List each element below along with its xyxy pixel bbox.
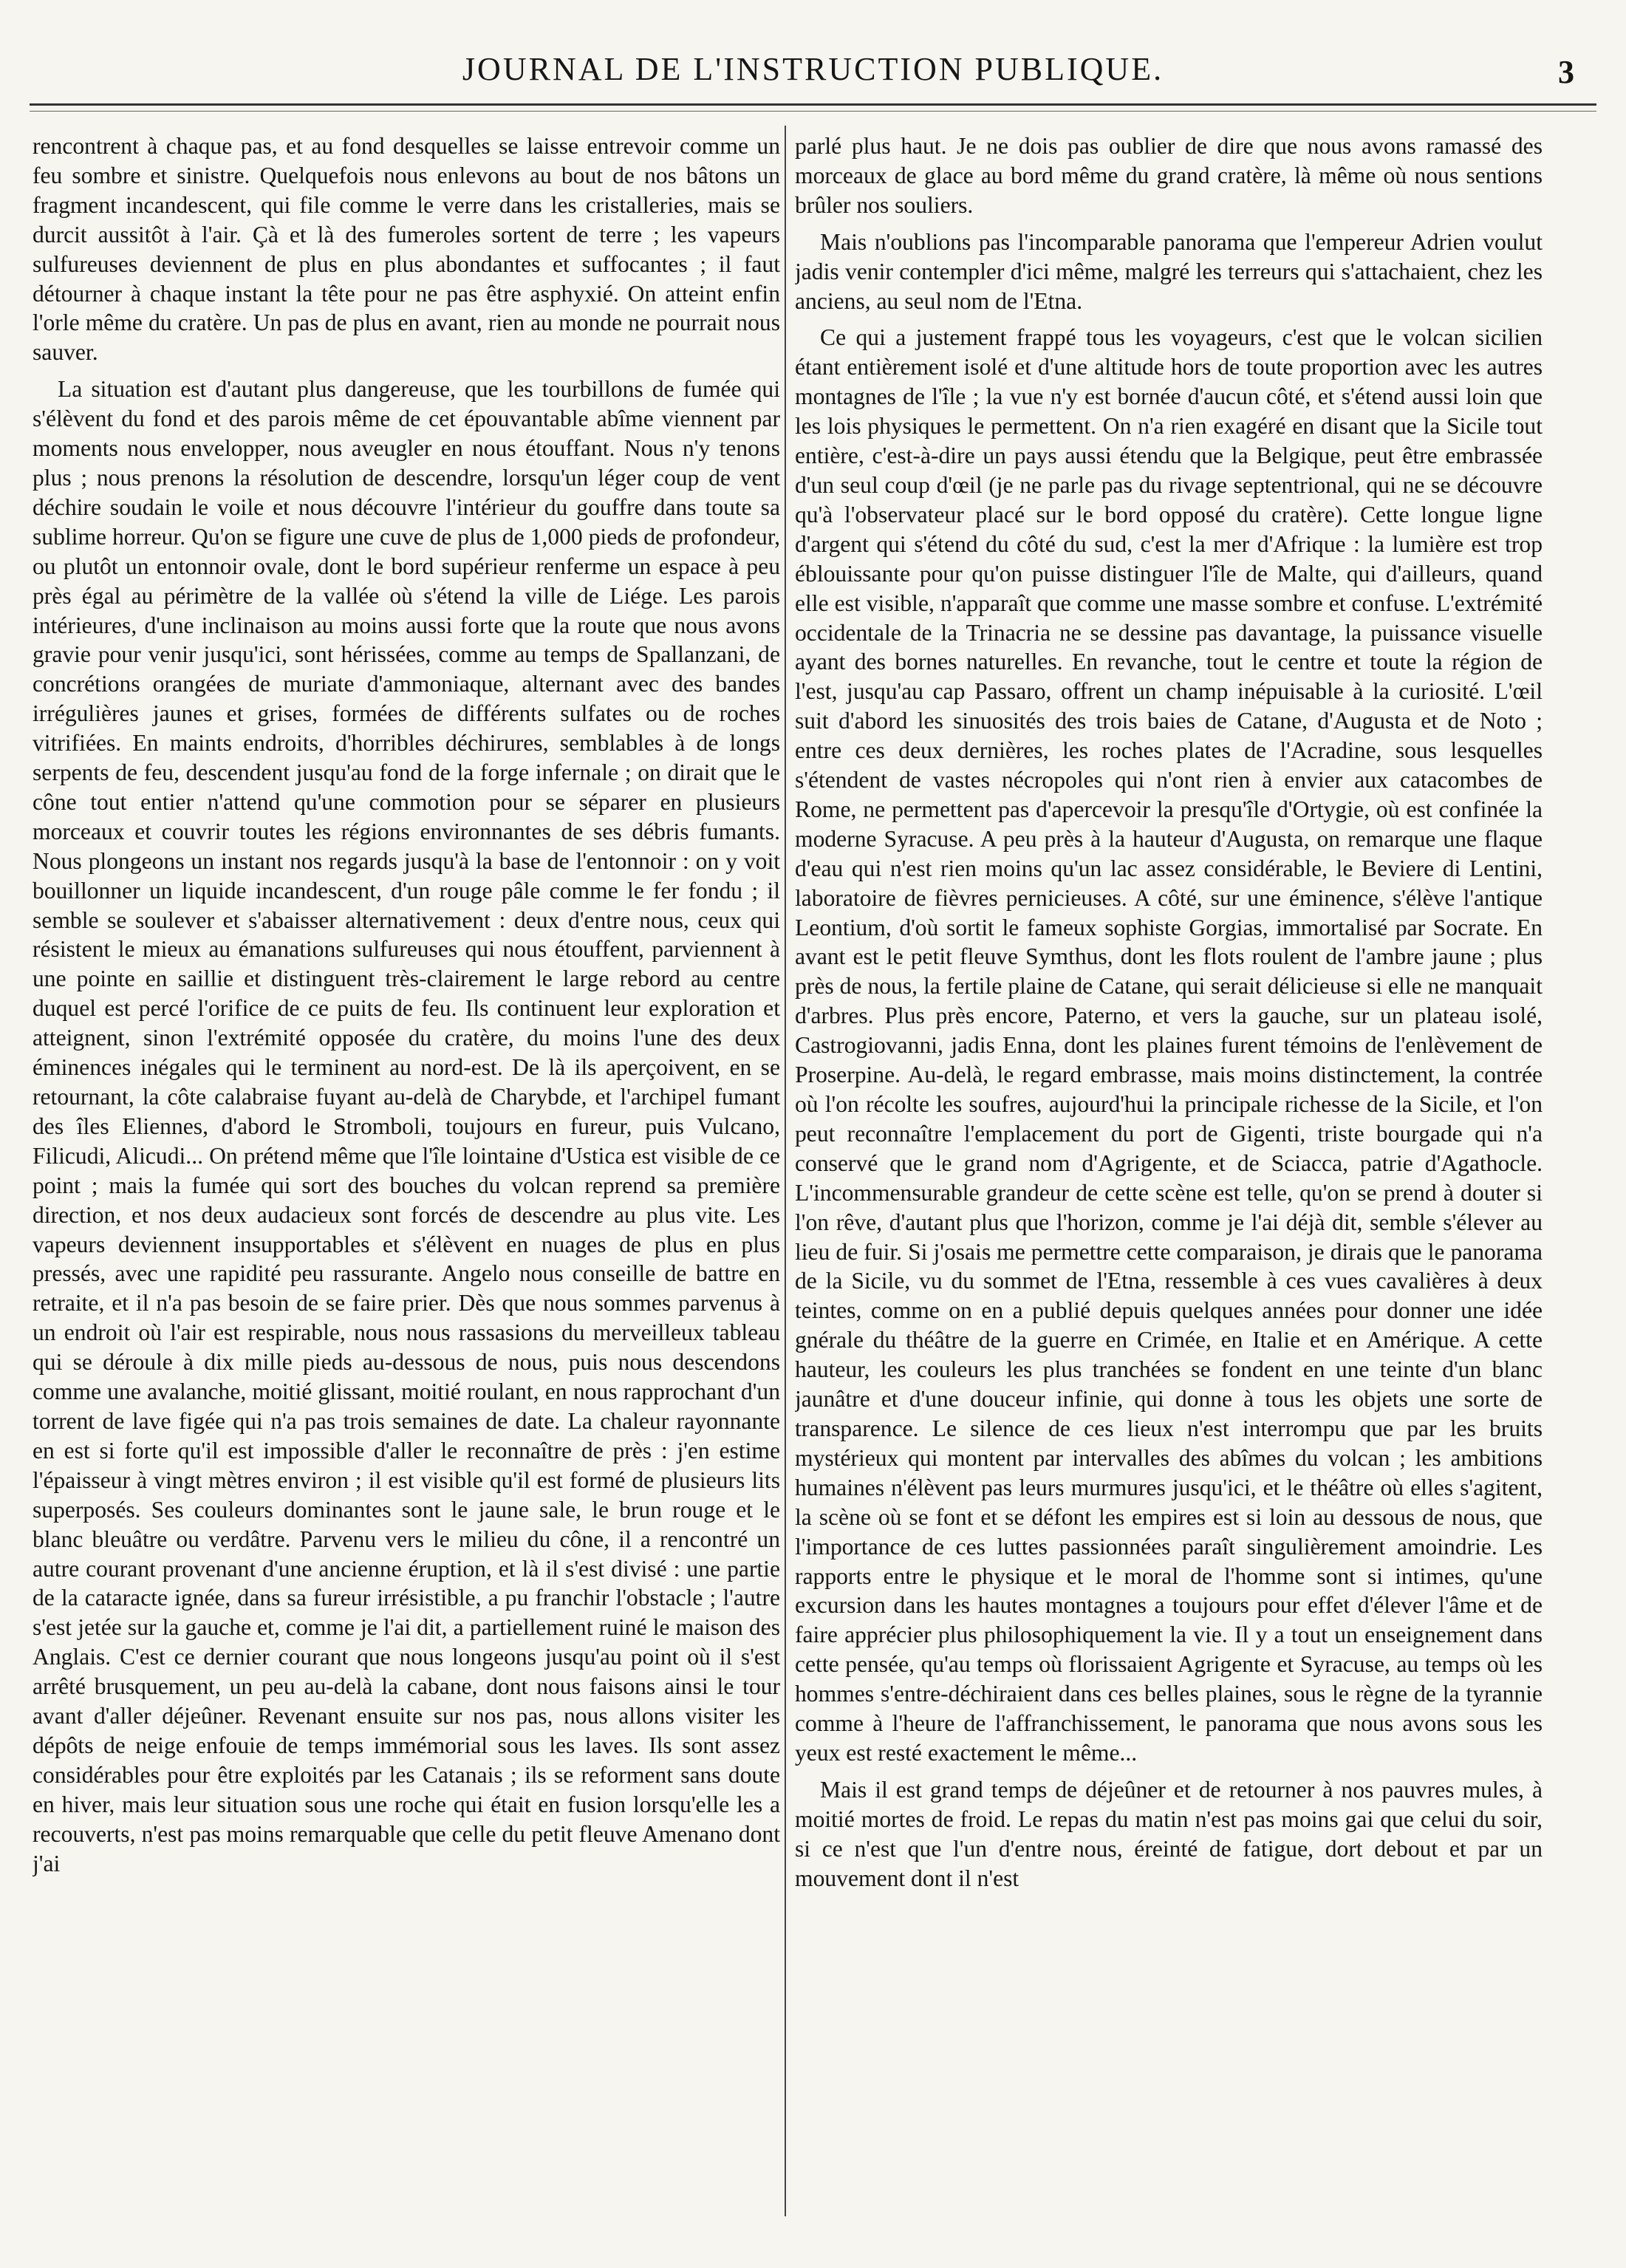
header-rule-thin — [30, 111, 1596, 112]
page-number: 3 — [1558, 54, 1574, 90]
journal-title: JOURNAL DE L'INSTRUCTION PUBLIQUE. — [462, 51, 1164, 87]
paragraph: Mais il est grand temps de déjeûner et de retourner à nos pauvres mules, à moitié mortes de froid. Le repas du matin n'est pas moins gai que celui du soir, si ce n'est que l'un d'entre nous, éreinté de fatigue, dort debout et par un mouvement dont il n'est — [795, 1776, 1543, 1891]
paragraph: Mais n'oublions pas l'incomparable panorama que l'empereur Adrien voulut jadis venir contempler d'ici même, malgré les terreurs qui s'attachaient, chez les anciens, au seul nom de l'Etna. — [795, 228, 1543, 314]
left-column — [33, 131, 780, 2215]
right-column — [795, 131, 1543, 2215]
paragraph: parlé plus haut. Je ne dois pas oublier de dire que nous avons ramassé des morceaux de glace au bord même du grand cratère, là même où nous sentions brûler nos souliers. — [795, 133, 1543, 218]
column-divider — [785, 126, 786, 2216]
paragraph: La situation est d'autant plus dangereuse, que les tourbillons de fumée qui s'élèvent du fond et des parois même de cet épouvantable abîme viennent par moments nous envelopper, nous aveugler en nous étouffant. Nous n'y tenons plus ; nous prenons la résolution de descendre, lorsqu'un léger coup de vent déchire soudain le voile et nous découvre l'intérieur du gouffre dans toute sa sublime horreur. Qu'on se figure une cuve de plus de 1,000 pieds de profondeur, ou plutôt un entonnoir ovale, dont le bord supérieur renferme un espace à peu près égal au périmètre de la vallée où s'étend la ville de Liége. Les parois intérieures, d'une inclinaison au moins aussi forte que la route que nous avons gravie pour venir jusqu'ici, sont hérissées, comme au temps de Spallanzani, de concrétions orangées de muriate d'ammoniaque, alternant avec des bandes irrégulières jaunes et grises, formées de différents sulfates ou de roches vitrifiées. En maints endroits, d'horribles déchirures, semblables à de longs serpents de feu, descendent jusqu'au fond de la forge infernale ; on dirait que le cône tout entier n'attend qu'une commotion pour se séparer en plusieurs morceaux et couvrir toutes les régions environnantes de ses débris fumants. Nous plongeons un instant nos regards jusqu'à la base de l'entonnoir : on y voit bouillonner un liquide incandescent, d'un rouge pâle comme le fer fondu ; il semble se soulever et s'abaisser alternativement : deux d'entre nous, ceux qui résistent le mieux au émanations sulfureuses qui nous étouffent, parviennent à une pointe en saillie et distinguent très-clairement le large rebord au centre duquel est percé l'orifice de ce puits de feu. Ils continuent leur exploration et atteignent, sinon l'extrémité opposée du cratère, du moins l'une des deux éminences inégales qui le terminent au nord-est. De là ils aperçoivent, en se retournant, la côte calabraise fuyant au-delà de Charybde, et l'archipel fumant des îles Eliennes, d'abord le Stromboli, toujours en fureur, puis Vulcano, Filicudi, Alicudi... On prétend même que l'île lointaine d'Ustica est visible de ce point ; mais la fumée qui sort des bouches du volcan reprend sa première direction, et nos deux audacieux sont forcés de descendre au plus vite. Les vapeurs deviennent insupportables et s'élèvent en nuages de plus en plus pressés, avec une rapidité peu rassurante. Angelo nous conseille de battre en retraite, et il n'a pas besoin de se faire prier. Dès que nous sommes parvenus à un endroit où l'air est respirable, nous nous rassasions du merveilleux tableau qui se déroule à dix mille pieds au-dessous de nous, puis nous descendons comme une avalanche, moitié glissant, moitié roulant, en nous rapprochant d'un torrent de lave figée qui n'a pas trois semaines de date. La chaleur rayonnante en est si forte qu'il est impossible d'aller le reconnaître de près : j'en estime l'épaisseur à vingt mètres environ ; il est visible qu'il est formé de plusieurs lits superposés. Ses couleurs dominantes sont le jaune sale, le brun rouge et le blanc bleuâtre ou verdâtre. Parvenu vers le milieu du cône, il a rencontré un autre courant provenant d'une ancienne éruption, et là il s'est divisé : une partie de la cataracte ignée, dans sa fureur irrésistible, a pu franchir l'obstacle ; l'autre s'est jetée sur la gauche et, comme je l'ai dit, a partiellement ruiné le maison des Anglais. C'est ce dernier courant que nous longeons jusqu'au point où il s'est arrêté brusquement, un peu au-delà la cabane, dont nous faisons ainsi le tour avant d'aller déjeûner. Revenant ensuite sur nos pas, nous allons visiter les dépôts de neige enfouie de temps immémorial sous les laves. Ils sont assez considérables pour être exploités par les Catanais ; ils se reforment sans doute en hiver, mais leur situation sous une roche qui était en fusion lorsqu'elle les a recouverts, n'est pas moins remarquable que celle du petit fleuve Amenano dont j'ai — [33, 376, 780, 1876]
header-rule — [30, 103, 1596, 106]
paragraph: Ce qui a justement frappé tous les voyageurs, c'est que le volcan sicilien étant entièrement isolé et d'une altitude hors de toute proportion avec les autres montagnes de l'île ; la vue n'y est bornée d'aucun côté, et s'étend aussi loin que les lois physiques le permettent. On n'a rien exagéré en disant que la Sicile tout entière, c'est-à-dire un pays aussi étendu que la Belgique, peut être embrassée d'un seul coup d'œil (je ne parle pas du rivage septentrional, qui ne se découvre qu'à l'observateur placé sur le bord opposé du cratère). Cette longue ligne d'argent qui s'étend du côté du sud, c'est la mer d'Afrique : la lumière est trop éblouissante pour qu'on puisse distinguer l'île de Malte, qui d'ailleurs, quand elle est visible, n'apparaît que comme une masse sombre et confuse. L'extrémité occidentale de la Trinacria ne se dessine pas davantage, la puissance visuelle ayant des bornes naturelles. En revanche, tout le centre et toute la région de l'est, jusqu'au cap Passaro, offrent un champ inépuisable à la curiosité. L'œil suit d'abord les sinuosités des trois baies de Catane, d'Augusta et de Noto ; entre ces deux dernières, les roches plates de l'Acradine, sous lesquelles s'étendent de vastes nécropoles qui n'ont rien à envier aux catacombes de Rome, ne permettent pas d'apercevoir la presqu'île d'Ortygie, où est confinée la moderne Syracuse. A peu près à la hauteur d'Augusta, on remarque une flaque d'eau qui n'est rien moins qu'un lac assez considérable, le Beviere di Lentini, laboratoire de fièvres pernicieuses. A côté, sur une éminence, s'élève l'antique Leontium, d'où sortit le fameux sophiste Gorgias, immortalisé par Socrate. En avant est le petit fleuve Symthus, dont les flots roulent de l'ambre jaune ; plus près de nous, la fertile plaine de Catane, qui serait délicieuse si elle ne manquait d'arbres. Plus près encore, Paterno, et vers la gauche, sur un plateau isolé, Castrogiovanni, jadis Enna, dont les plaines furent témoins de l'enlèvement de Proserpine. Au-delà, le regard embrasse, mais moins distinctement, la contrée où l'on récolte les soufres, aujourd'hui la principale richesse de la Sicile, et l'on peut reconnaître l'emplacement du port de Gigenti, triste bourgade qui n'a conservé que le grand nom d'Agrigente, et de Sciacca, patrie d'Agathocle. L'incommensurable grandeur de cette scène est telle, qu'on se prend à douter si l'on rêve, d'autant plus que l'horizon, comme je l'ai déjà dit, semble s'élever au lieu de fuir. Si j'osais me permettre cette comparaison, je dirais que le panorama de la Sicile, vu du sommet de l'Etna, ressemble à ces vues cavalières à deux teintes, comme on en a publié depuis quelques années pour donner une idée gnérale du théâtre de la guerre en Crimée, en Italie et en Amérique. A cette hauteur, les couleurs les plus tranchées se fondent en une teinte d'un blanc jaunâtre et d'une douceur infinie, qui donne à tous les objets une sorte de transparence. Le silence de ces lieux n'est interrompu que par les bruits mystérieux qui montent par intervalles des abîmes du volcan ; les ambitions humaines n'élèvent pas leurs murmures jusqu'ici, et le théâtre où elles s'agitent, la scène où se font et se défont les empires est si loin au dessous de nous, que l'importance de ces luttes passionnées paraît singulièrement amoindrie. Les rapports entre le physique et le moral de l'homme sont si intimes, qu'une excursion dans les hautes montagnes a toujours pour effet d'élever l'âme et de faire apprécier plus philosophiquement la vie. Il y a tout un enseignement dans cette pensée, qu'au temps où florissaient Agrigente et Syracuse, au temps où les hommes s'entre-déchiraient dans ces belles plaines, sous le règne de la tyrannie comme à l'heure de l'affranchissement, le panorama que nous avons sous les yeux est resté exactement le même... — [795, 324, 1543, 1766]
page-header — [30, 46, 1596, 98]
paragraph: rencontrent à chaque pas, et au fond desquelles se laisse entrevoir comme un feu sombre et sinistre. Quelquefois nous enlevons au bout de nos bâtons un fragment incandescent, qui file comme le verre dans les cristalleries, mais se durcit aussitôt à l'air. Çà et là des fumeroles sortent de terre ; les vapeurs sulfureuses deviennent de plus en plus abondantes et suffocantes ; il faut détourner à chaque instant la tête pour ne pas être asphyxié. On atteint enfin l'orle même du cratère. Un pas de plus en avant, rien au monde ne pourrait nous sauver. — [33, 133, 780, 366]
